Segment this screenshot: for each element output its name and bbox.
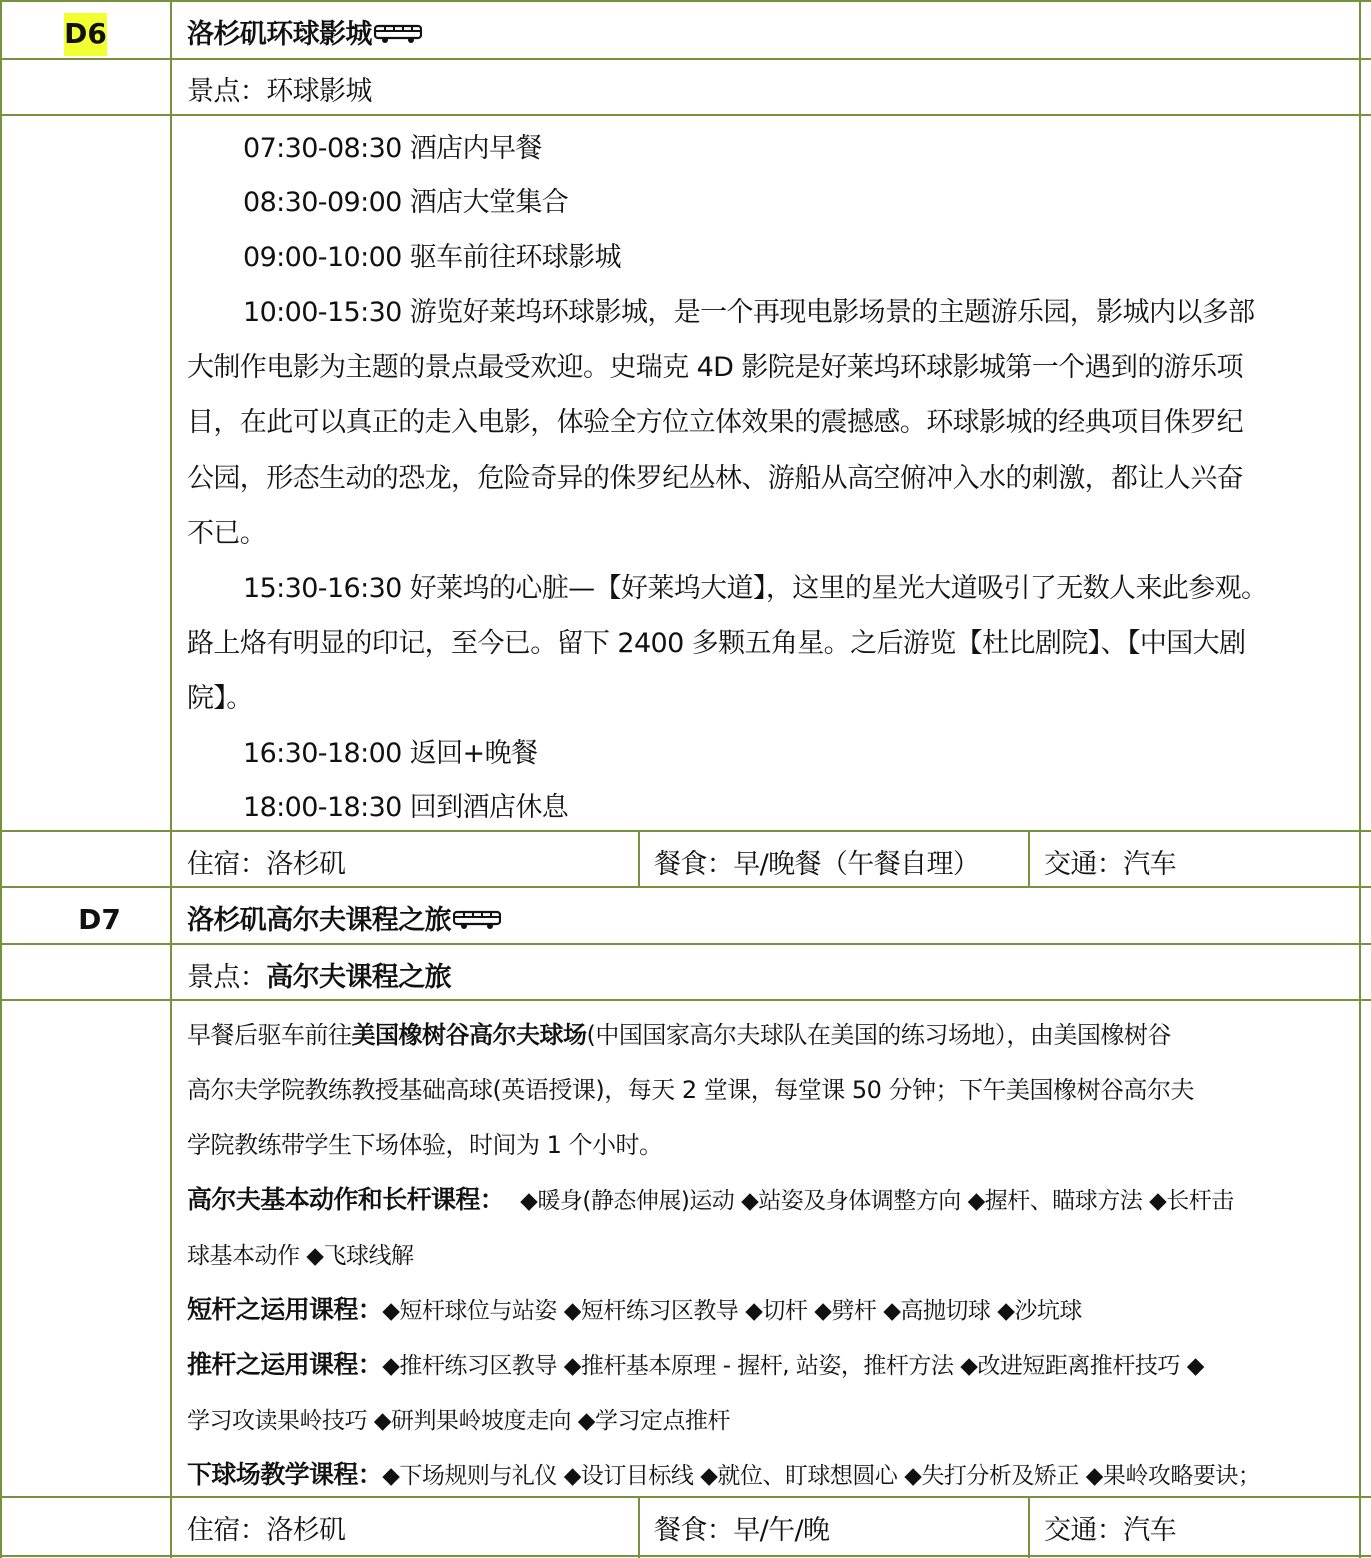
intro-line-2: 高尔夫学院教练教授基础高球(英语授课)，每天 2 堂课，每堂课 50 分钟；下午美国橡树谷高尔夫 [187, 1076, 1195, 1104]
intro-text: (中国国家高尔夫球队在美国的练习场地），由美国橡树谷 [586, 1021, 1171, 1049]
paragraph-line: 15:30-16:30 好莱坞的心脏—【好莱坞大道】，这里的星光大道吸引了无数人来此参观。 [243, 573, 1268, 604]
day-title-d6 [187, 19, 422, 51]
paragraph-line: 公园，形态生动的恐龙，危险奇异的侏罗纪丛林、游船从高空俯冲入水的刺激，都让人兴奋 [187, 463, 1243, 494]
intro-line-3: 学院教练带学生下场体验，时间为 1 个小时。 [187, 1131, 663, 1159]
scenic-row-d7 [187, 962, 451, 994]
schedule-item: 18:00-18:30 回到酒店休息 [243, 792, 569, 823]
paragraph-line: 10:00-15:30 游览好莱坞环球影城，是一个再现电影场景的主题游乐园，影城内以多部 [243, 297, 1255, 328]
paragraph-line: 大制作电影为主题的景点最受欢迎。史瑞克 4D 影院是好莱坞环球影城第一个遇到的游乐项 [187, 352, 1243, 383]
paragraph-line: 目，在此可以真正的走入电影，体验全方位立体效果的震撼感。环球影城的经典项目侏罗纪 [187, 407, 1243, 438]
schedule-item: 08:30-09:00 酒店大堂集合 [243, 187, 569, 218]
schedule-item: 07:30-08:30 酒店内早餐 [243, 133, 542, 164]
day-code-d6: D6 [64, 17, 107, 50]
course-line [187, 1459, 1260, 1492]
course-line [187, 1184, 1234, 1217]
day-title-d7 [187, 905, 501, 937]
scenic-row-d6 [187, 76, 372, 108]
intro-text: 早餐后驱车前往 [187, 1021, 352, 1049]
lodging-d6: 住宿：洛杉矶 [187, 849, 346, 880]
paragraph-line: 路上烙有明显的印记，至今已。留下 2400 多颗五角星。之后游览【杜比剧院】、【中国大剧 [187, 628, 1246, 659]
transport-d7: 交通：汽车 [1044, 1515, 1176, 1546]
course-items: ◆下场规则与礼仪 ◆设订目标线 ◆就位、盯球想圆心 ◆失打分析及矫正 ◆果岭攻略要诀； [382, 1463, 1261, 1489]
schedule-item: 16:30-18:00 返回+晚餐 [243, 738, 538, 769]
scenic-label: 景点： [187, 962, 267, 993]
lodging-d7: 住宿：洛杉矶 [187, 1515, 346, 1546]
day-title-text: 洛杉矶环球影城 [187, 19, 372, 50]
paragraph-line: 不已。 [187, 518, 267, 549]
course-line [187, 1294, 1082, 1327]
intro-line-1 [187, 1019, 1171, 1051]
course-items: ◆暖身(静态伸展)运动 ◆站姿及身体调整方向 ◆握杆、瞄球方法 ◆长杆击 [520, 1188, 1234, 1214]
course-items: 学习攻读果岭技巧 ◆研判果岭坡度走向 ◆学习定点推杆 [187, 1408, 730, 1434]
bus-icon [453, 910, 501, 930]
golf-course-name: 美国橡树谷高尔夫球场 [351, 1021, 587, 1049]
paragraph-line: 院】。 [187, 683, 253, 714]
meals-d7: 餐食：早/午/晚 [654, 1515, 830, 1546]
transport-d6: 交通：汽车 [1044, 849, 1176, 880]
course-line [187, 1349, 1204, 1382]
bus-icon [374, 24, 422, 44]
course-items: ◆推杆练习区教导 ◆推杆基本原理 - 握杆, 站姿，推杆方法 ◆改进短距离推杆技巧 ◆ [382, 1353, 1204, 1379]
course-items: 球基本动作 ◆飞球线解 [187, 1243, 414, 1269]
day-code-d7: D7 [78, 903, 121, 936]
day-title-text: 洛杉矶高尔夫课程之旅 [187, 905, 451, 936]
scenic-value: 高尔夫课程之旅 [266, 962, 452, 993]
schedule-item: 09:00-10:00 驱车前往环球影城 [243, 242, 621, 273]
course-heading: 推杆之运用课程： [187, 1350, 383, 1379]
course-heading: 短杆之运用课程： [187, 1295, 383, 1324]
scenic-label: 景点： [187, 76, 267, 107]
scenic-value: 环球影城 [266, 76, 372, 107]
meals-d6: 餐食：早/晚餐（午餐自理） [654, 849, 980, 880]
course-items: ◆短杆球位与站姿 ◆短杆练习区教导 ◆切杆 ◆劈杆 ◆高抛切球 ◆沙坑球 [382, 1298, 1082, 1324]
course-heading: 高尔夫基本动作和长杆课程： [187, 1185, 505, 1214]
course-heading: 下球场教学课程： [187, 1460, 383, 1489]
